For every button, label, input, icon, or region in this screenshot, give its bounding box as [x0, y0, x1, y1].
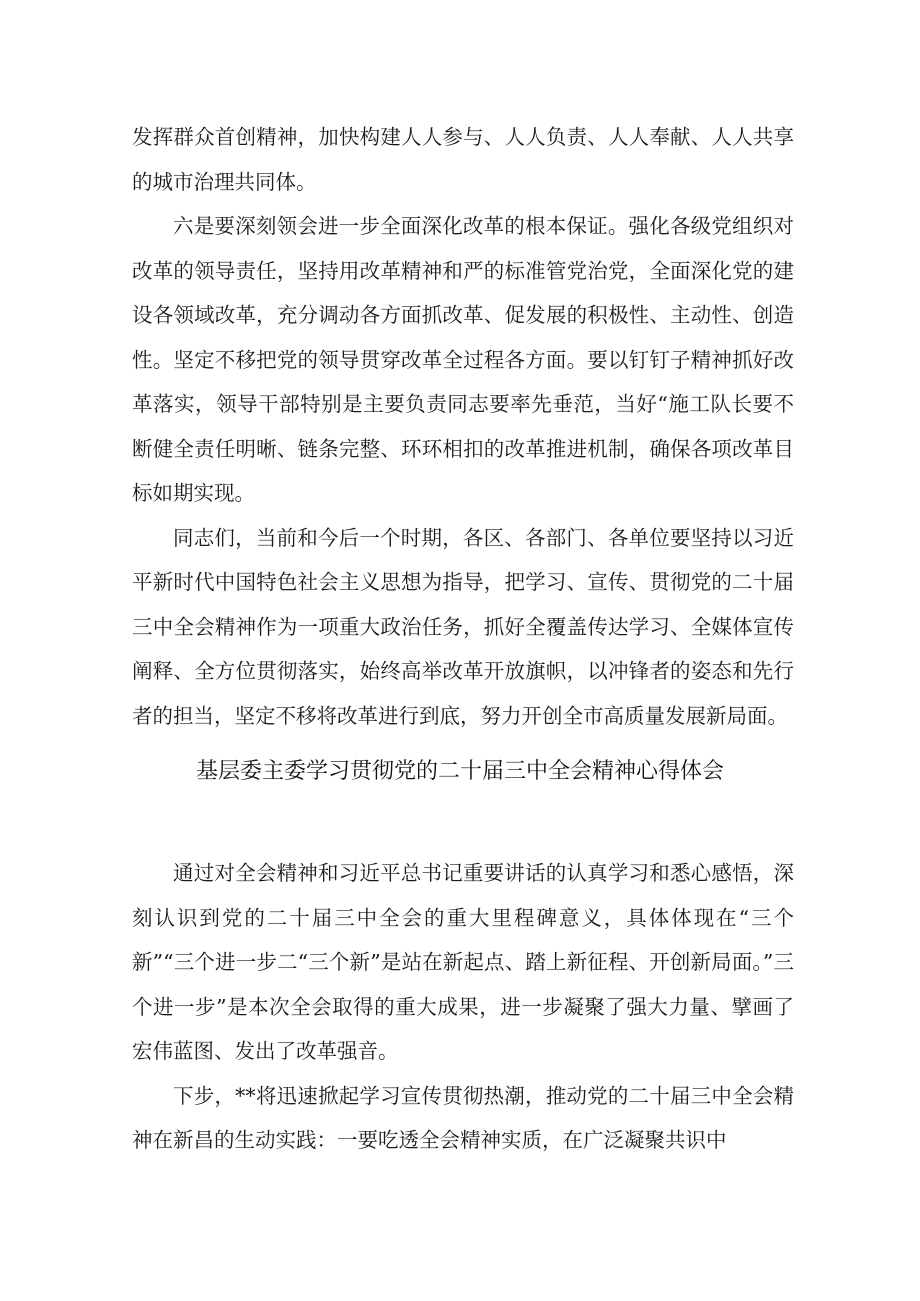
paragraph-comrades: 同志们，当前和今后一个时期，各区、各部门、各单位要坚持以习近平新时代中国特色社会主义思想为指导，把学习、宣传、贯彻党的二十届三中全会精神作为一项重大政治任务，抓好全覆盖传达学习、全媒体宣传阐释、全方位贯彻落实，始终高举改革开放旗帜，以冲锋者的姿态和先行者的担当，坚定不移将改革进行到底，努力开创全市高质量发展新局面。 — [132, 525, 794, 728]
paragraph-next-steps: 下步，**将迅速掀起学习宣传贯彻热潮，推动党的二十届三中全会精神在新昌的生动实践：一要吃透全会精神实质，在广泛凝聚共识中 — [132, 1083, 794, 1152]
paragraph-study-insight: 通过对全会精神和习近平总书记重要讲话的认真学习和悉心感悟，深刻认识到党的二十届三中全会的重大里程碑意义，具体体现在“三个新”“三个进一步二“三个新”是站在新起点、踏上新征程、开创新局面。”三个进一步”是本次全会取得的重大成果，进一步凝聚了强大力量、擘画了宏伟蓝图、发出了改革强音。 — [132, 861, 794, 1063]
paragraph-reform-guarantee: 六是要深刻领会进一步全面深化改革的根本保证。强化各级党组织对改革的领导责任，坚持用改革精神和严的标准管党治党，全面深化党的建设各领域改革，充分调动各方面抓改革、促发展的积极性、主动性、创造性。坚定不移把党的领导贯穿改革全过程各方面。要以钉钉子精神抓好改革落实，领导干部特别是主要负责同志要率先垂范，当好“施工队长要不断健全责任明晰、链条完整、环环相扣的改革推进机制，确保各项改革目标如期实现。 — [132, 214, 794, 505]
article-2-body — [132, 851, 794, 1163]
section-1-body — [132, 115, 794, 738]
article-title: 基层委主委学习贯彻党的二十届三中全会精神心得体会 — [195, 759, 724, 784]
paragraph-continuation: 发挥群众首创精神，加快构建人人参与、人人负责、人人奉献、人人共享的城市治理共同体。 — [132, 125, 794, 194]
